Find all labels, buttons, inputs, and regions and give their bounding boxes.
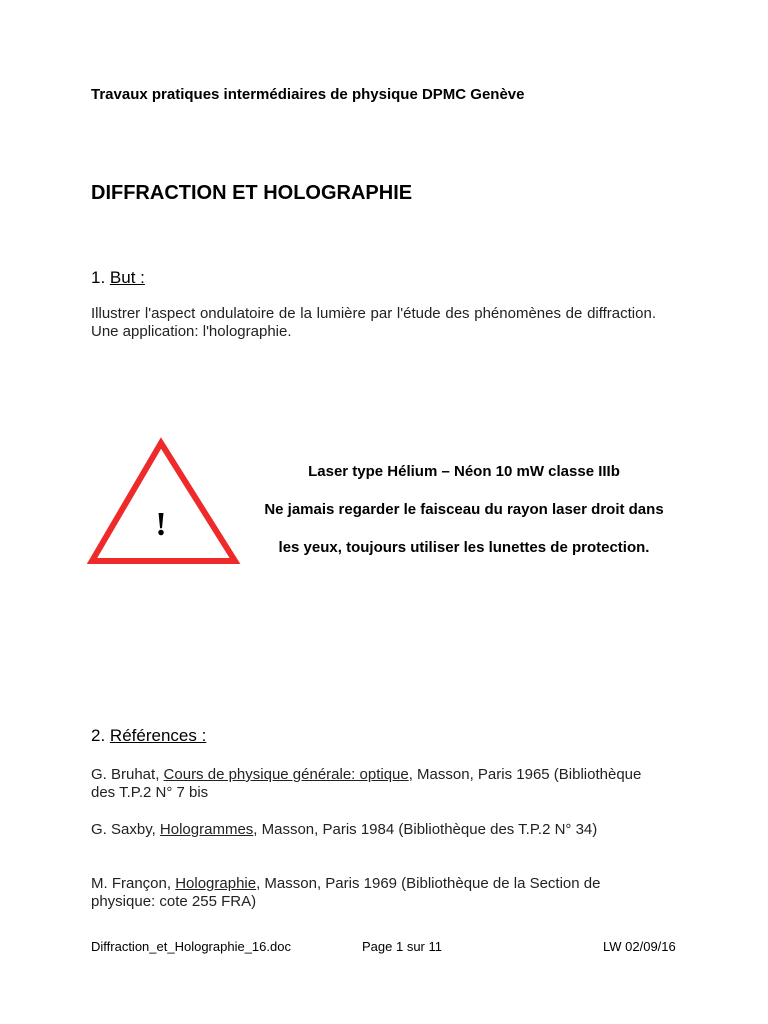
section-title: But : [109, 268, 145, 287]
reference-work-title: Hologrammes [159, 821, 254, 838]
section-heading-but [91, 268, 145, 288]
footer-page-number: Page 1 sur 11 [362, 939, 442, 954]
goal-paragraph: Illustrer l'aspect ondulatoire de la lumière par l'étude des phénomènes de diffraction. Une application: l'holographie. [91, 305, 656, 340]
document-title: DIFFRACTION ET HOLOGRAPHIE [91, 182, 413, 204]
reference-item [91, 875, 661, 911]
warning-line-laser-type: Laser type Hélium – Néon 10 mW classe IIIb [308, 463, 620, 480]
exclamation-mark: ! [155, 506, 167, 543]
reference-details: , Masson, Paris 1984 (Bibliothèque des T.P.2 N° 34) [253, 821, 598, 838]
reference-item [91, 766, 661, 802]
footer-filename: Diffraction_et_Holographie_16.doc [91, 939, 291, 954]
reference-work-title: Holographie [175, 875, 257, 892]
header-line: Travaux pratiques intermédiaires de physique DPMC Genève [91, 86, 525, 103]
footer-date: LW 02/09/16 [603, 939, 676, 954]
reference-details: , Masson, Paris 1969 (Bibliothèque de la Section de physique: cote 255 FRA) [91, 875, 601, 910]
warning-triangle-shape [92, 443, 235, 561]
warning-line-protection: les yeux, toujours utiliser les lunettes de protection. [278, 539, 650, 556]
section-title: Références : [109, 726, 207, 745]
section-heading-references [91, 726, 206, 746]
section-number: 1. [91, 268, 106, 287]
warning-line-do-not-look: Ne jamais regarder le faisceau du rayon laser droit dans [264, 501, 664, 518]
reference-author: G. Bruhat, [91, 766, 164, 783]
reference-item [91, 821, 661, 839]
warning-triangle-icon [86, 436, 242, 566]
reference-author: G. Saxby, [91, 821, 160, 838]
reference-details: , Masson, Paris 1965 (Bibliothèque des T.P.2 N° 7 bis [91, 766, 642, 801]
reference-work-title: Cours de physique générale: optique [163, 766, 409, 783]
section-number: 2. [91, 726, 106, 745]
reference-author: M. Françon, [91, 875, 176, 892]
